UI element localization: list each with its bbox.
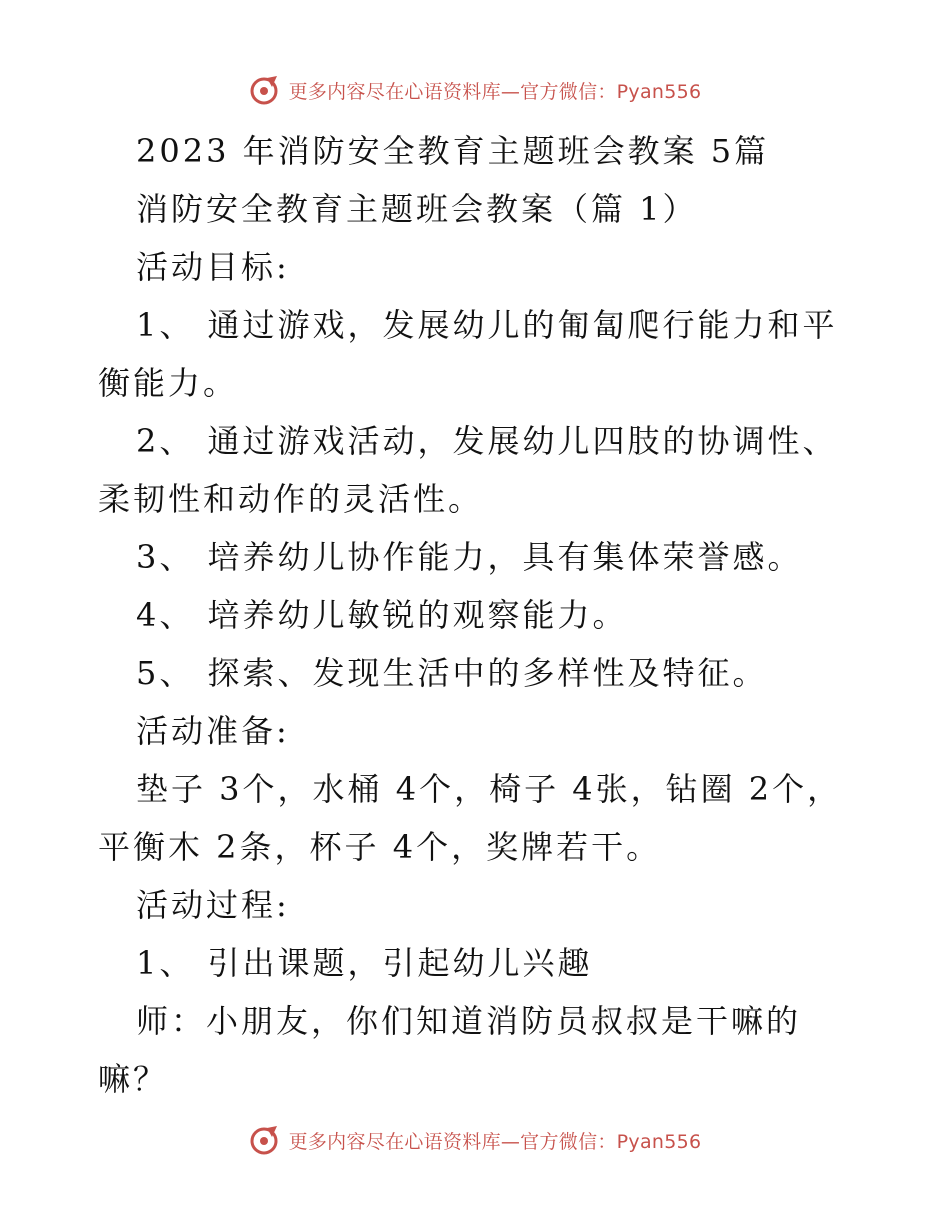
document-body <box>98 122 868 1108</box>
watermark-text: 更多内容尽在心语资料库—官方微信：Pyan556 <box>288 80 702 103</box>
document-subtitle: 消防安全教育主题班会教案（篇 1） <box>136 190 698 228</box>
library-logo-icon <box>249 1124 281 1156</box>
watermark-text: 更多内容尽在心语资料库—官方微信：Pyan556 <box>288 1130 702 1153</box>
prep-items: 垫子 3个，水桶 4个，椅子 4张，钻圈 2个，平衡木 2条，杯子 4个，奖牌若干。 <box>98 770 843 866</box>
process-heading: 活动过程: <box>136 886 290 924</box>
goal-item-1: 1、 通过游戏，发展幼儿的匍匐爬行能力和平衡能力。 <box>98 306 838 402</box>
goal-item-2: 2、 通过游戏活动，发展幼儿四肢的协调性、柔韧性和动作的灵活性。 <box>98 422 838 518</box>
goals-heading: 活动目标: <box>136 248 290 286</box>
goal-item-4: 4、 培养幼儿敏锐的观察能力。 <box>136 596 628 634</box>
watermark-header <box>0 70 950 110</box>
goal-item-5: 5、 探索、发现生活中的多样性及特征。 <box>136 654 768 692</box>
teacher-dialog: 师：小朋友，你们知道消防员叔叔是干嘛的嘛？ <box>98 1002 802 1098</box>
goal-item-3: 3、 培养幼儿协作能力，具有集体荣誉感。 <box>136 538 803 576</box>
prep-heading: 活动准备: <box>136 712 290 750</box>
document-title: 2023 年消防安全教育主题班会教案 5篇 <box>136 132 770 170</box>
process-step-1: 1、 引出课题，引起幼儿兴趣 <box>136 944 593 982</box>
watermark-footer <box>0 1120 950 1160</box>
library-logo-icon <box>249 74 281 106</box>
